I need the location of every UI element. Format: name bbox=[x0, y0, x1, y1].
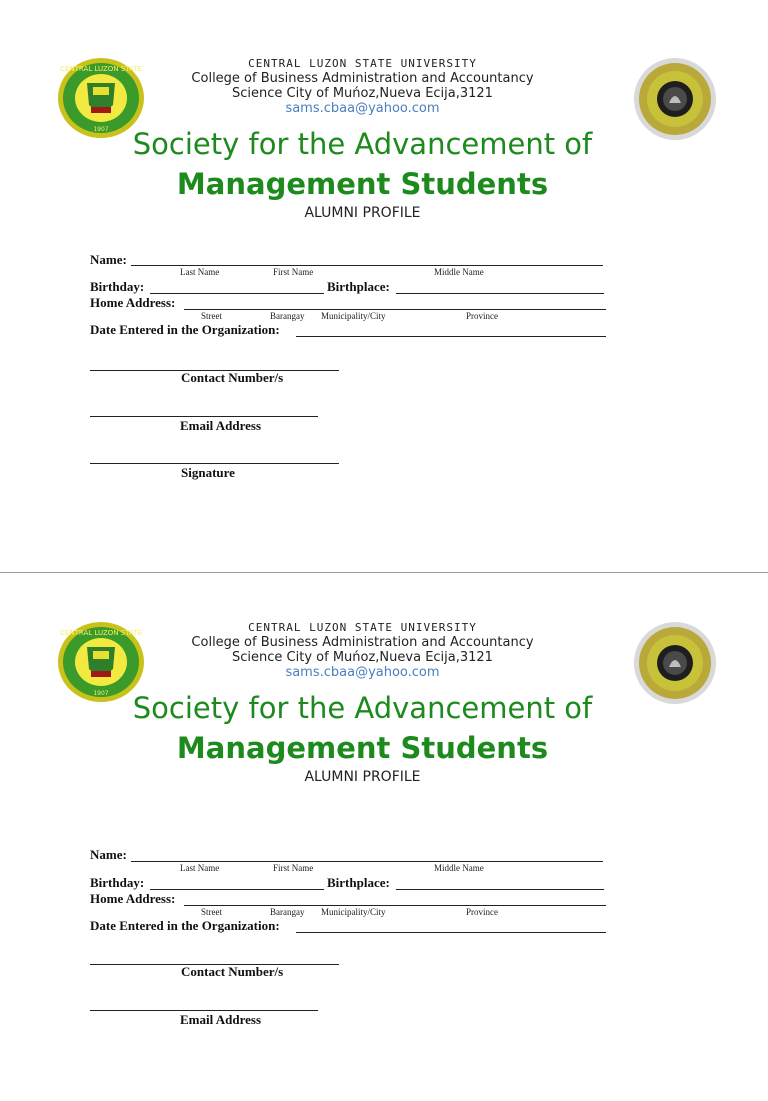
contact-email-link[interactable]: sams.cbaa@yahoo.com bbox=[285, 665, 440, 680]
birthday-field[interactable] bbox=[150, 889, 324, 890]
home-address-label: Home Address: bbox=[90, 891, 176, 906]
form-title: ALUMNI PROFILE bbox=[304, 769, 421, 785]
province-sublabel: Province bbox=[466, 311, 498, 321]
society-title-line1: Society for the Advancement of bbox=[132, 691, 593, 725]
birthplace-label: Birthplace: bbox=[327, 875, 390, 890]
page-divider bbox=[0, 572, 768, 573]
birthplace-field[interactable] bbox=[396, 293, 604, 294]
form-title: ALUMNI PROFILE bbox=[304, 205, 421, 221]
date-entered-field[interactable] bbox=[296, 336, 606, 337]
street-sublabel: Street bbox=[201, 311, 222, 321]
alumni-form-1 bbox=[0, 57, 768, 537]
email-address-field[interactable] bbox=[90, 1010, 318, 1011]
birthplace-field[interactable] bbox=[396, 889, 604, 890]
name-label: Name: bbox=[90, 252, 127, 267]
college-name: College of Business Administration and Accountancy bbox=[191, 635, 534, 650]
middle-name-sublabel: Middle Name bbox=[434, 863, 484, 873]
date-entered-label: Date Entered in the Organization: bbox=[90, 322, 280, 337]
email-address-caption: Email Address bbox=[180, 418, 262, 433]
home-address-field[interactable] bbox=[184, 905, 606, 906]
college-name: College of Business Administration and Accountancy bbox=[191, 71, 534, 86]
birthday-label: Birthday: bbox=[90, 875, 145, 890]
barangay-sublabel: Barangay bbox=[270, 311, 305, 321]
contact-number-caption: Contact Number/s bbox=[181, 964, 284, 979]
first-name-sublabel: First Name bbox=[273, 863, 314, 873]
email-address-caption: Email Address bbox=[180, 1012, 262, 1027]
name-label: Name: bbox=[90, 847, 127, 862]
home-address-field[interactable] bbox=[184, 309, 606, 310]
municipality-sublabel: Municipality/City bbox=[321, 311, 386, 321]
society-title-line2: Management Students bbox=[176, 167, 549, 201]
municipality-sublabel: Municipality/City bbox=[321, 907, 386, 917]
name-field[interactable] bbox=[131, 265, 603, 266]
home-address-label: Home Address: bbox=[90, 295, 176, 310]
svg-text:1907: 1907 bbox=[93, 126, 109, 133]
birthday-field[interactable] bbox=[150, 293, 324, 294]
signature-field[interactable] bbox=[90, 463, 339, 464]
contact-email-link[interactable]: sams.cbaa@yahoo.com bbox=[285, 101, 440, 116]
birthplace-label: Birthplace: bbox=[327, 279, 390, 294]
barangay-sublabel: Barangay bbox=[270, 907, 305, 917]
last-name-sublabel: Last Name bbox=[180, 267, 220, 277]
first-name-sublabel: First Name bbox=[273, 267, 314, 277]
birthday-label: Birthday: bbox=[90, 279, 145, 294]
society-title-line1: Society for the Advancement of bbox=[132, 127, 593, 161]
name-field[interactable] bbox=[131, 861, 603, 862]
signature-caption: Signature bbox=[181, 465, 235, 480]
street-sublabel: Street bbox=[201, 907, 222, 917]
city-address: Science City of Muńoz,Nueva Ecija,3121 bbox=[232, 86, 493, 101]
last-name-sublabel: Last Name bbox=[180, 863, 220, 873]
svg-text:CENTRAL LUZON STATE: CENTRAL LUZON STATE bbox=[60, 65, 142, 73]
middle-name-sublabel: Middle Name bbox=[434, 267, 484, 277]
contact-number-caption: Contact Number/s bbox=[181, 370, 284, 385]
city-address: Science City of Muńoz,Nueva Ecija,3121 bbox=[232, 650, 493, 665]
svg-text:1907: 1907 bbox=[93, 690, 109, 697]
province-sublabel: Province bbox=[466, 907, 498, 917]
date-entered-label: Date Entered in the Organization: bbox=[90, 918, 280, 933]
society-title-line2: Management Students bbox=[176, 731, 549, 765]
date-entered-field[interactable] bbox=[296, 932, 606, 933]
university-name: CENTRAL LUZON STATE UNIVERSITY bbox=[248, 621, 477, 634]
university-name: CENTRAL LUZON STATE UNIVERSITY bbox=[248, 57, 477, 70]
email-address-field[interactable] bbox=[90, 416, 318, 417]
svg-text:CENTRAL LUZON STATE: CENTRAL LUZON STATE bbox=[60, 629, 142, 637]
alumni-form-2 bbox=[0, 621, 768, 1101]
